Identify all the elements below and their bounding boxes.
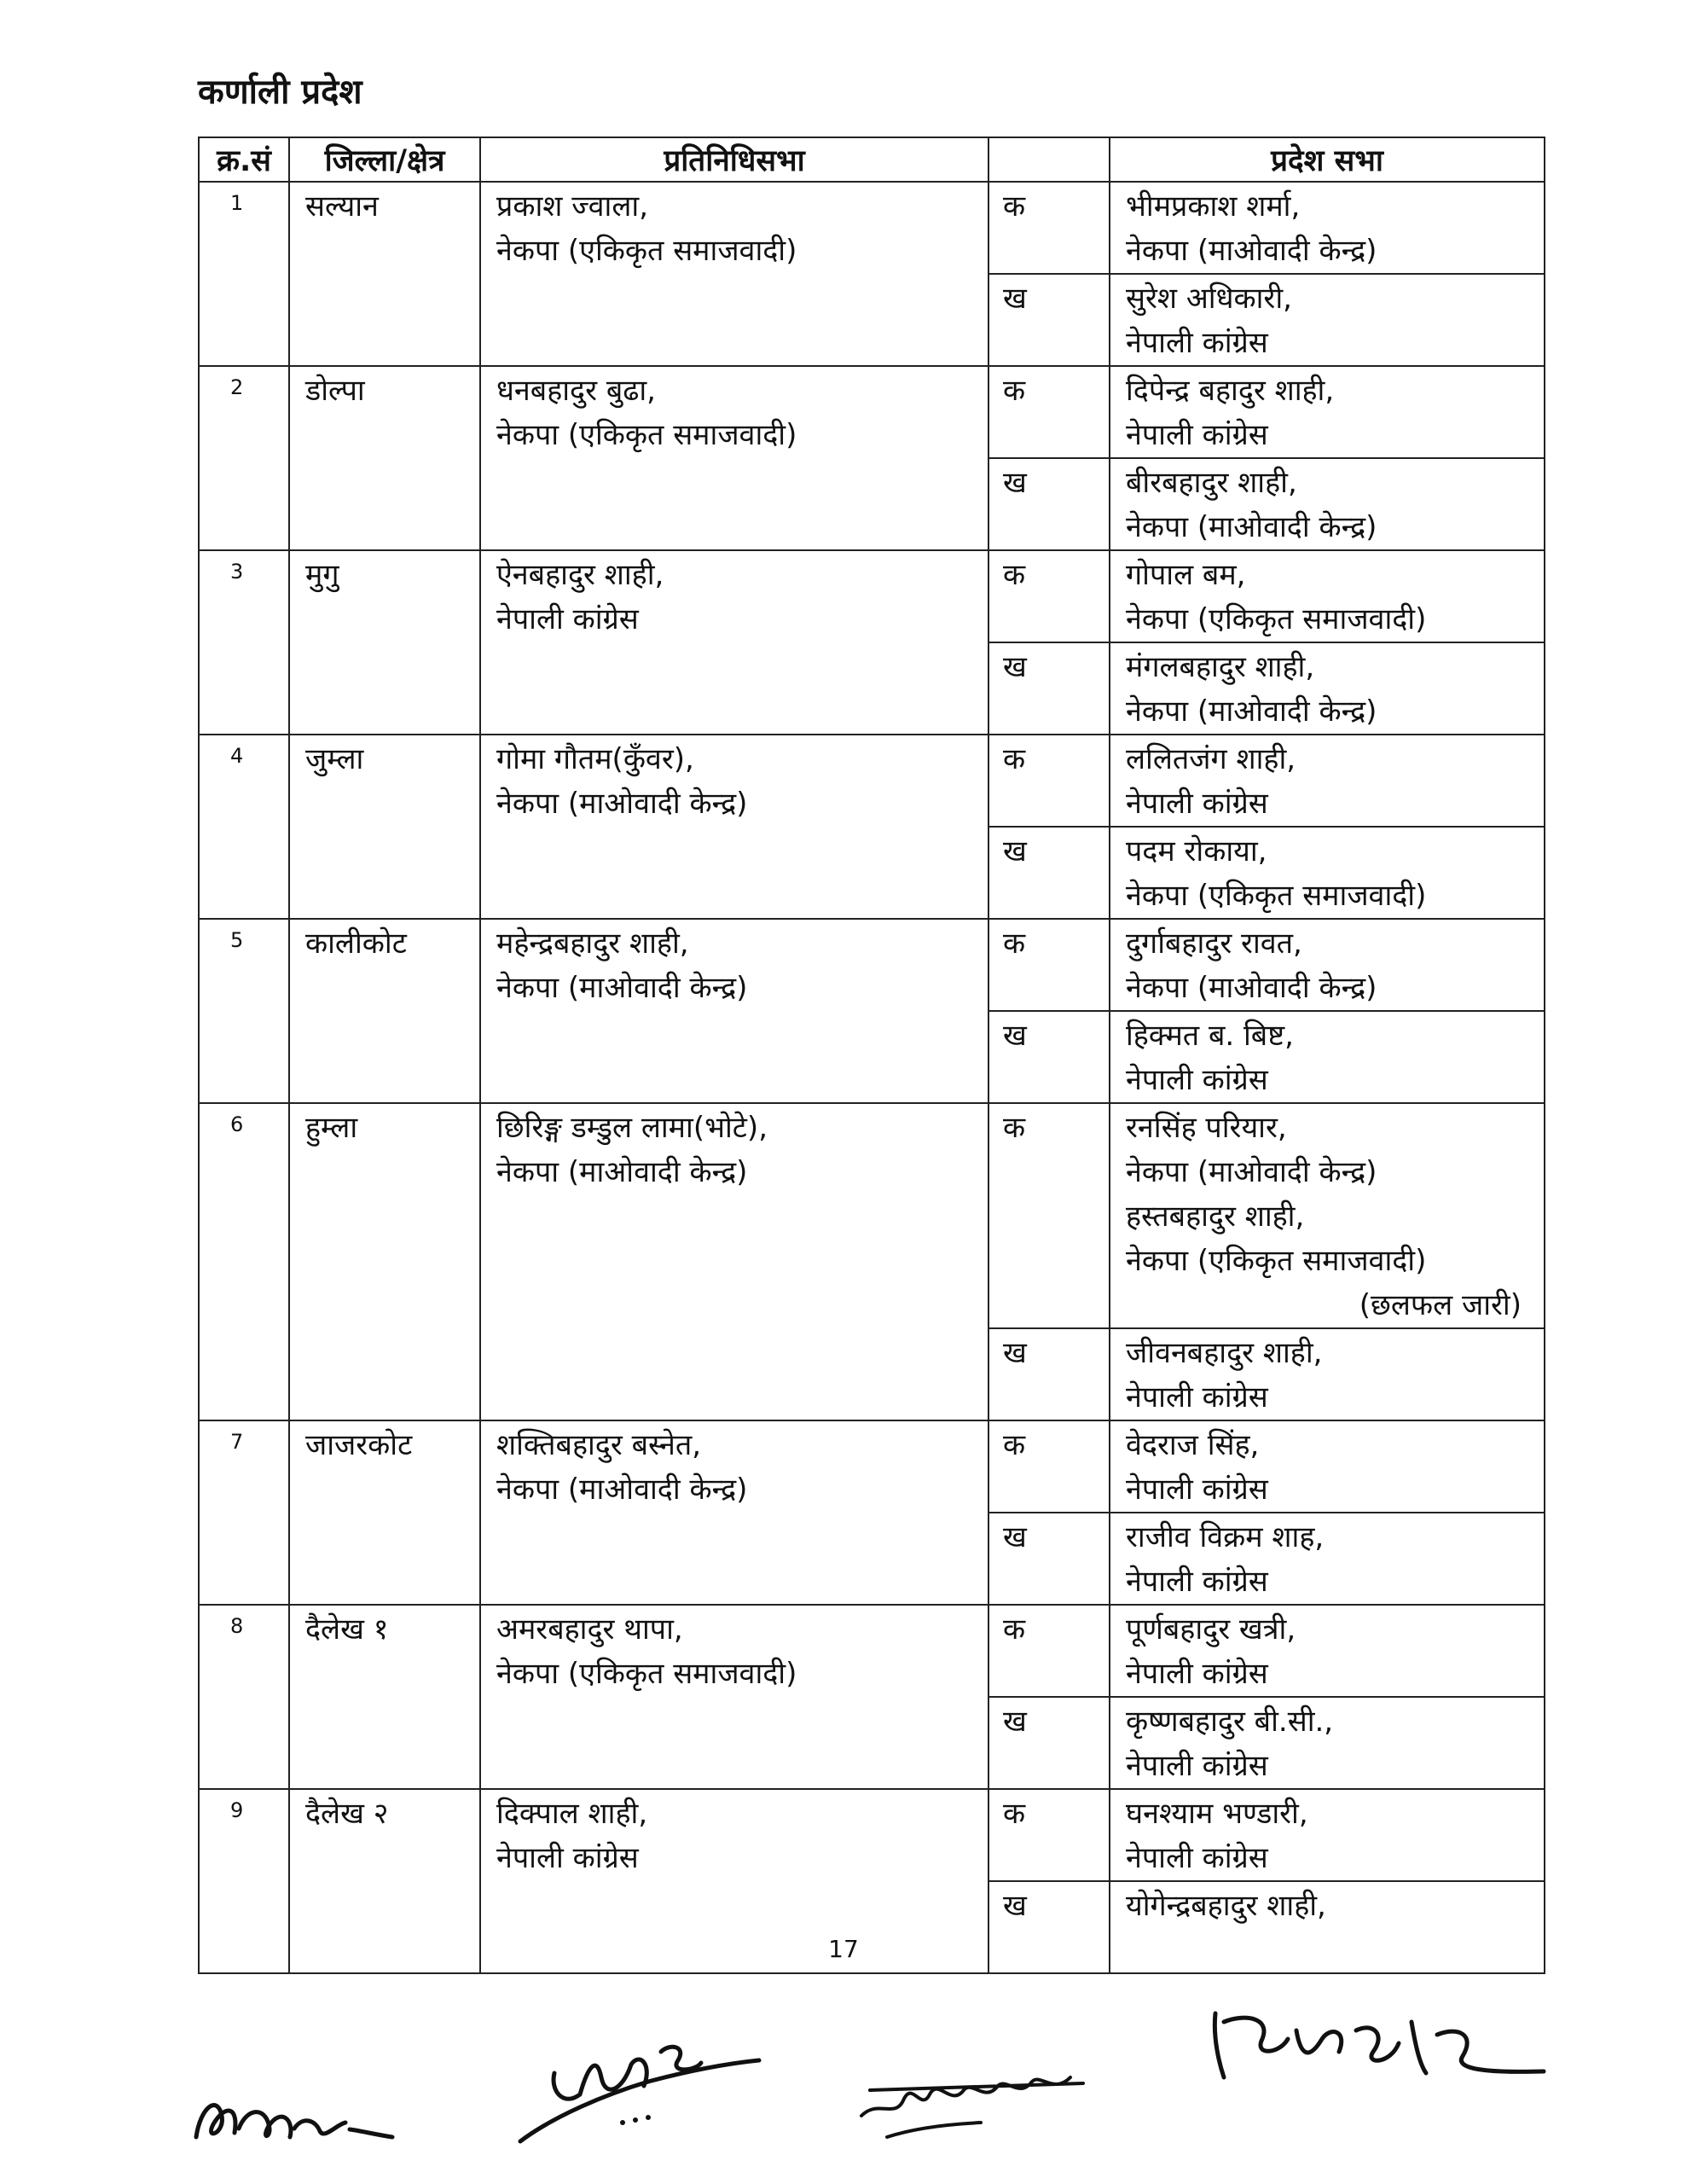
provincial-member-name: जीवनबहादुर शाही, <box>1126 1336 1323 1370</box>
table-body <box>199 182 1545 1973</box>
representative-cell <box>480 1420 988 1605</box>
provincial-member-party: नेकपा (माओवादी केन्द्र) <box>1126 1155 1377 1189</box>
serial-number: 8 <box>199 1605 289 1789</box>
table-header-row <box>199 137 1545 182</box>
page-title: कर्णाली प्रदेश <box>198 73 362 112</box>
provincial-member-party: नेपाली कांग्रेस <box>1126 787 1268 821</box>
header-serial: क्र.सं <box>199 137 289 182</box>
header-sub-constituency <box>988 137 1110 182</box>
sub-constituency-label: क <box>988 919 1110 1011</box>
district-name: डोल्पा <box>289 366 480 550</box>
provincial-member-party: नेकपा (माओवादी केन्द्र) <box>1126 510 1377 544</box>
sub-constituency-label: ख <box>988 458 1110 550</box>
provincial-member-name: सुरेश अधिकारी, <box>1126 282 1292 316</box>
table-row <box>199 1103 1545 1328</box>
table-row <box>199 735 1545 827</box>
provincial-member-name: घनश्याम भण्डारी, <box>1126 1797 1308 1831</box>
representative-party: नेकपा (माओवादी केन्द्र) <box>496 1155 748 1189</box>
district-name: सल्यान <box>289 182 480 366</box>
representative-name: गोमा गौतम(कुँवर), <box>496 742 694 776</box>
serial-number: 3 <box>199 550 289 735</box>
provincial-member-cell <box>1110 1789 1545 1881</box>
representative-cell <box>480 1605 988 1789</box>
signature-4 <box>1203 1988 1561 2107</box>
sub-constituency-label: ख <box>988 1011 1110 1103</box>
provincial-member-cell <box>1110 274 1545 366</box>
representative-party: नेकपा (माओवादी केन्द्र) <box>496 787 748 821</box>
provincial-member-cell <box>1110 1513 1545 1605</box>
serial-number: 2 <box>199 366 289 550</box>
provincial-member-cell <box>1110 1103 1545 1328</box>
sub-constituency-label: क <box>988 1420 1110 1513</box>
provincial-member-name: वेदराज सिंह, <box>1126 1428 1260 1462</box>
sub-constituency-label: ख <box>988 274 1110 366</box>
provincial-member-name: पूर्णबहादुर खत्री, <box>1126 1612 1296 1647</box>
serial-number: 4 <box>199 735 289 919</box>
representative-name: ऐनबहादुर शाही, <box>496 558 664 592</box>
table-row <box>199 919 1545 1011</box>
representative-party: नेकपा (एकिकृत समाजवादी) <box>496 1657 797 1691</box>
provincial-member-party: नेकपा (एकिकृत समाजवादी) <box>1126 1244 1427 1278</box>
district-name: मुगु <box>289 550 480 735</box>
provincial-member-cell <box>1110 642 1545 735</box>
provincial-member-name: कृष्णबहादुर बी.सी., <box>1126 1705 1334 1739</box>
sub-constituency-label: ख <box>988 827 1110 919</box>
provincial-member-name: योगेन्द्रबहादुर शाही, <box>1126 1889 1326 1923</box>
provincial-member-cell <box>1110 1697 1545 1789</box>
representative-party: नेपाली कांग्रेस <box>496 602 639 636</box>
sub-constituency-label: क <box>988 735 1110 827</box>
sub-constituency-label: ख <box>988 642 1110 735</box>
table-row <box>199 1605 1545 1697</box>
signature-1 <box>188 2056 409 2158</box>
sub-constituency-label: क <box>988 1789 1110 1881</box>
district-name: जाजरकोट <box>289 1420 480 1605</box>
provincial-member-name: हिक्मत ब. बिष्ट, <box>1126 1019 1294 1053</box>
provincial-member-cell <box>1110 1605 1545 1697</box>
provincial-member-name: बीरबहादुर शाही, <box>1126 466 1297 500</box>
sub-constituency-label: क <box>988 1605 1110 1697</box>
provincial-member-party: नेपाली कांग्रेस <box>1126 1380 1268 1414</box>
provincial-member-cell <box>1110 1420 1545 1513</box>
sub-constituency-label: ख <box>988 1513 1110 1605</box>
header-provincial-assembly: प्रदेश सभा <box>1110 137 1545 182</box>
representative-party: नेकपा (माओवादी केन्द्र) <box>496 1472 748 1507</box>
provincial-member-party: नेपाली कांग्रेस <box>1126 1841 1268 1875</box>
district-name: हुम्ला <box>289 1103 480 1420</box>
table-row <box>199 1420 1545 1513</box>
provincial-member-name: भीमप्रकाश शर्मा, <box>1126 189 1301 224</box>
provincial-member-cell <box>1110 919 1545 1011</box>
provincial-member-party: नेपाली कांग्रेस <box>1126 1472 1268 1507</box>
representative-cell <box>480 366 988 550</box>
representative-party: नेकपा (एकिकृत समाजवादी) <box>496 418 797 452</box>
provincial-member-cell <box>1110 366 1545 458</box>
representative-name: महेन्द्रबहादुर शाही, <box>496 926 689 961</box>
table-row <box>199 1789 1545 1881</box>
discussion-note: (छलफल जारी) <box>1359 1288 1522 1322</box>
table-row <box>199 366 1545 458</box>
provincial-member-name: मंगलबहादुर शाही, <box>1126 650 1315 684</box>
provincial-member-party: नेपाली कांग्रेस <box>1126 418 1268 452</box>
representative-cell <box>480 919 988 1103</box>
provincial-member-party: नेकपा (माओवादी केन्द्र) <box>1126 694 1377 729</box>
provincial-member-cell <box>1110 1328 1545 1420</box>
header-house-of-representatives: प्रतिनिधिसभा <box>480 137 988 182</box>
district-name: दैलेख १ <box>289 1605 480 1789</box>
provincial-member-party: नेकपा (एकिकृत समाजवादी) <box>1126 602 1427 636</box>
provincial-member-party: नेपाली कांग्रेस <box>1126 1657 1268 1691</box>
table-row <box>199 182 1545 274</box>
provincial-member-party: नेपाली कांग्रेस <box>1126 1063 1268 1097</box>
representative-name: अमरबहादुर थापा, <box>496 1612 683 1647</box>
header-district: जिल्ला/क्षेत्र <box>289 137 480 182</box>
provincial-member-name: दुर्गाबहादुर रावत, <box>1126 926 1302 961</box>
provincial-member-name: गोपाल बम, <box>1126 558 1246 592</box>
serial-number: 9 <box>199 1789 289 1973</box>
sub-constituency-label: क <box>988 1103 1110 1328</box>
provincial-member-name: राजीव विक्रम शाह, <box>1126 1520 1325 1554</box>
provincial-member-name: दिपेन्द्र बहादुर शाही, <box>1126 374 1335 408</box>
provincial-member-cell <box>1110 550 1545 642</box>
district-name: जुम्ला <box>289 735 480 919</box>
sub-constituency-label: क <box>988 182 1110 274</box>
provincial-member-cell <box>1110 1011 1545 1103</box>
signature-2 <box>503 2013 776 2158</box>
provincial-member-party: नेकपा (एकिकृत समाजवादी) <box>1126 879 1427 913</box>
provincial-member-name: हस्तबहादुर शाही, <box>1126 1199 1305 1234</box>
provincial-member-name: पदम रोकाया, <box>1126 834 1267 868</box>
provincial-member-party: नेकपा (माओवादी केन्द्र) <box>1126 971 1377 1005</box>
serial-number: 7 <box>199 1420 289 1605</box>
district-name: दैलेख २ <box>289 1789 480 1973</box>
provincial-member-party: नेपाली कांग्रेस <box>1126 1565 1268 1599</box>
provincial-member-cell <box>1110 735 1545 827</box>
serial-number: 1 <box>199 182 289 366</box>
provincial-member-cell <box>1110 182 1545 274</box>
sub-constituency-label: ख <box>988 1328 1110 1420</box>
serial-number: 5 <box>199 919 289 1103</box>
provincial-member-party: नेपाली कांग्रेस <box>1126 326 1268 360</box>
results-table <box>198 136 1545 1974</box>
provincial-member-cell <box>1110 458 1545 550</box>
district-name: कालीकोट <box>289 919 480 1103</box>
representative-party: नेकपा (माओवादी केन्द्र) <box>496 971 748 1005</box>
representative-party: नेकपा (एकिकृत समाजवादी) <box>496 234 797 268</box>
representative-name: दिक्पाल शाही, <box>496 1797 648 1831</box>
provincial-member-party: नेपाली कांग्रेस <box>1126 1749 1268 1783</box>
sub-constituency-label: ख <box>988 1881 1110 1973</box>
page-number: 17 <box>828 1935 859 1963</box>
sub-constituency-label: क <box>988 550 1110 642</box>
representative-name: प्रकाश ज्वाला, <box>496 189 649 224</box>
table-row <box>199 550 1545 642</box>
representative-name: छिरिङ्ग डम्डुल लामा(भोटे), <box>496 1111 768 1145</box>
representative-cell <box>480 182 988 366</box>
representative-name: शक्तिबहादुर बस्नेत, <box>496 1428 702 1462</box>
sub-constituency-label: क <box>988 366 1110 458</box>
representative-cell <box>480 735 988 919</box>
representative-cell <box>480 1103 988 1420</box>
representative-party: नेपाली कांग्रेस <box>496 1841 639 1875</box>
sub-constituency-label: ख <box>988 1697 1110 1789</box>
signatures <box>154 1979 1586 2175</box>
provincial-member-party: नेकपा (माओवादी केन्द्र) <box>1126 234 1377 268</box>
provincial-member-cell <box>1110 827 1545 919</box>
provincial-member-name: ललितजंग शाही, <box>1126 742 1296 776</box>
signature-3 <box>844 2039 1100 2158</box>
serial-number: 6 <box>199 1103 289 1420</box>
representative-name: धनबहादुर बुढा, <box>496 374 656 408</box>
representative-cell <box>480 550 988 735</box>
provincial-member-name: रनसिंह परियार, <box>1126 1111 1287 1145</box>
